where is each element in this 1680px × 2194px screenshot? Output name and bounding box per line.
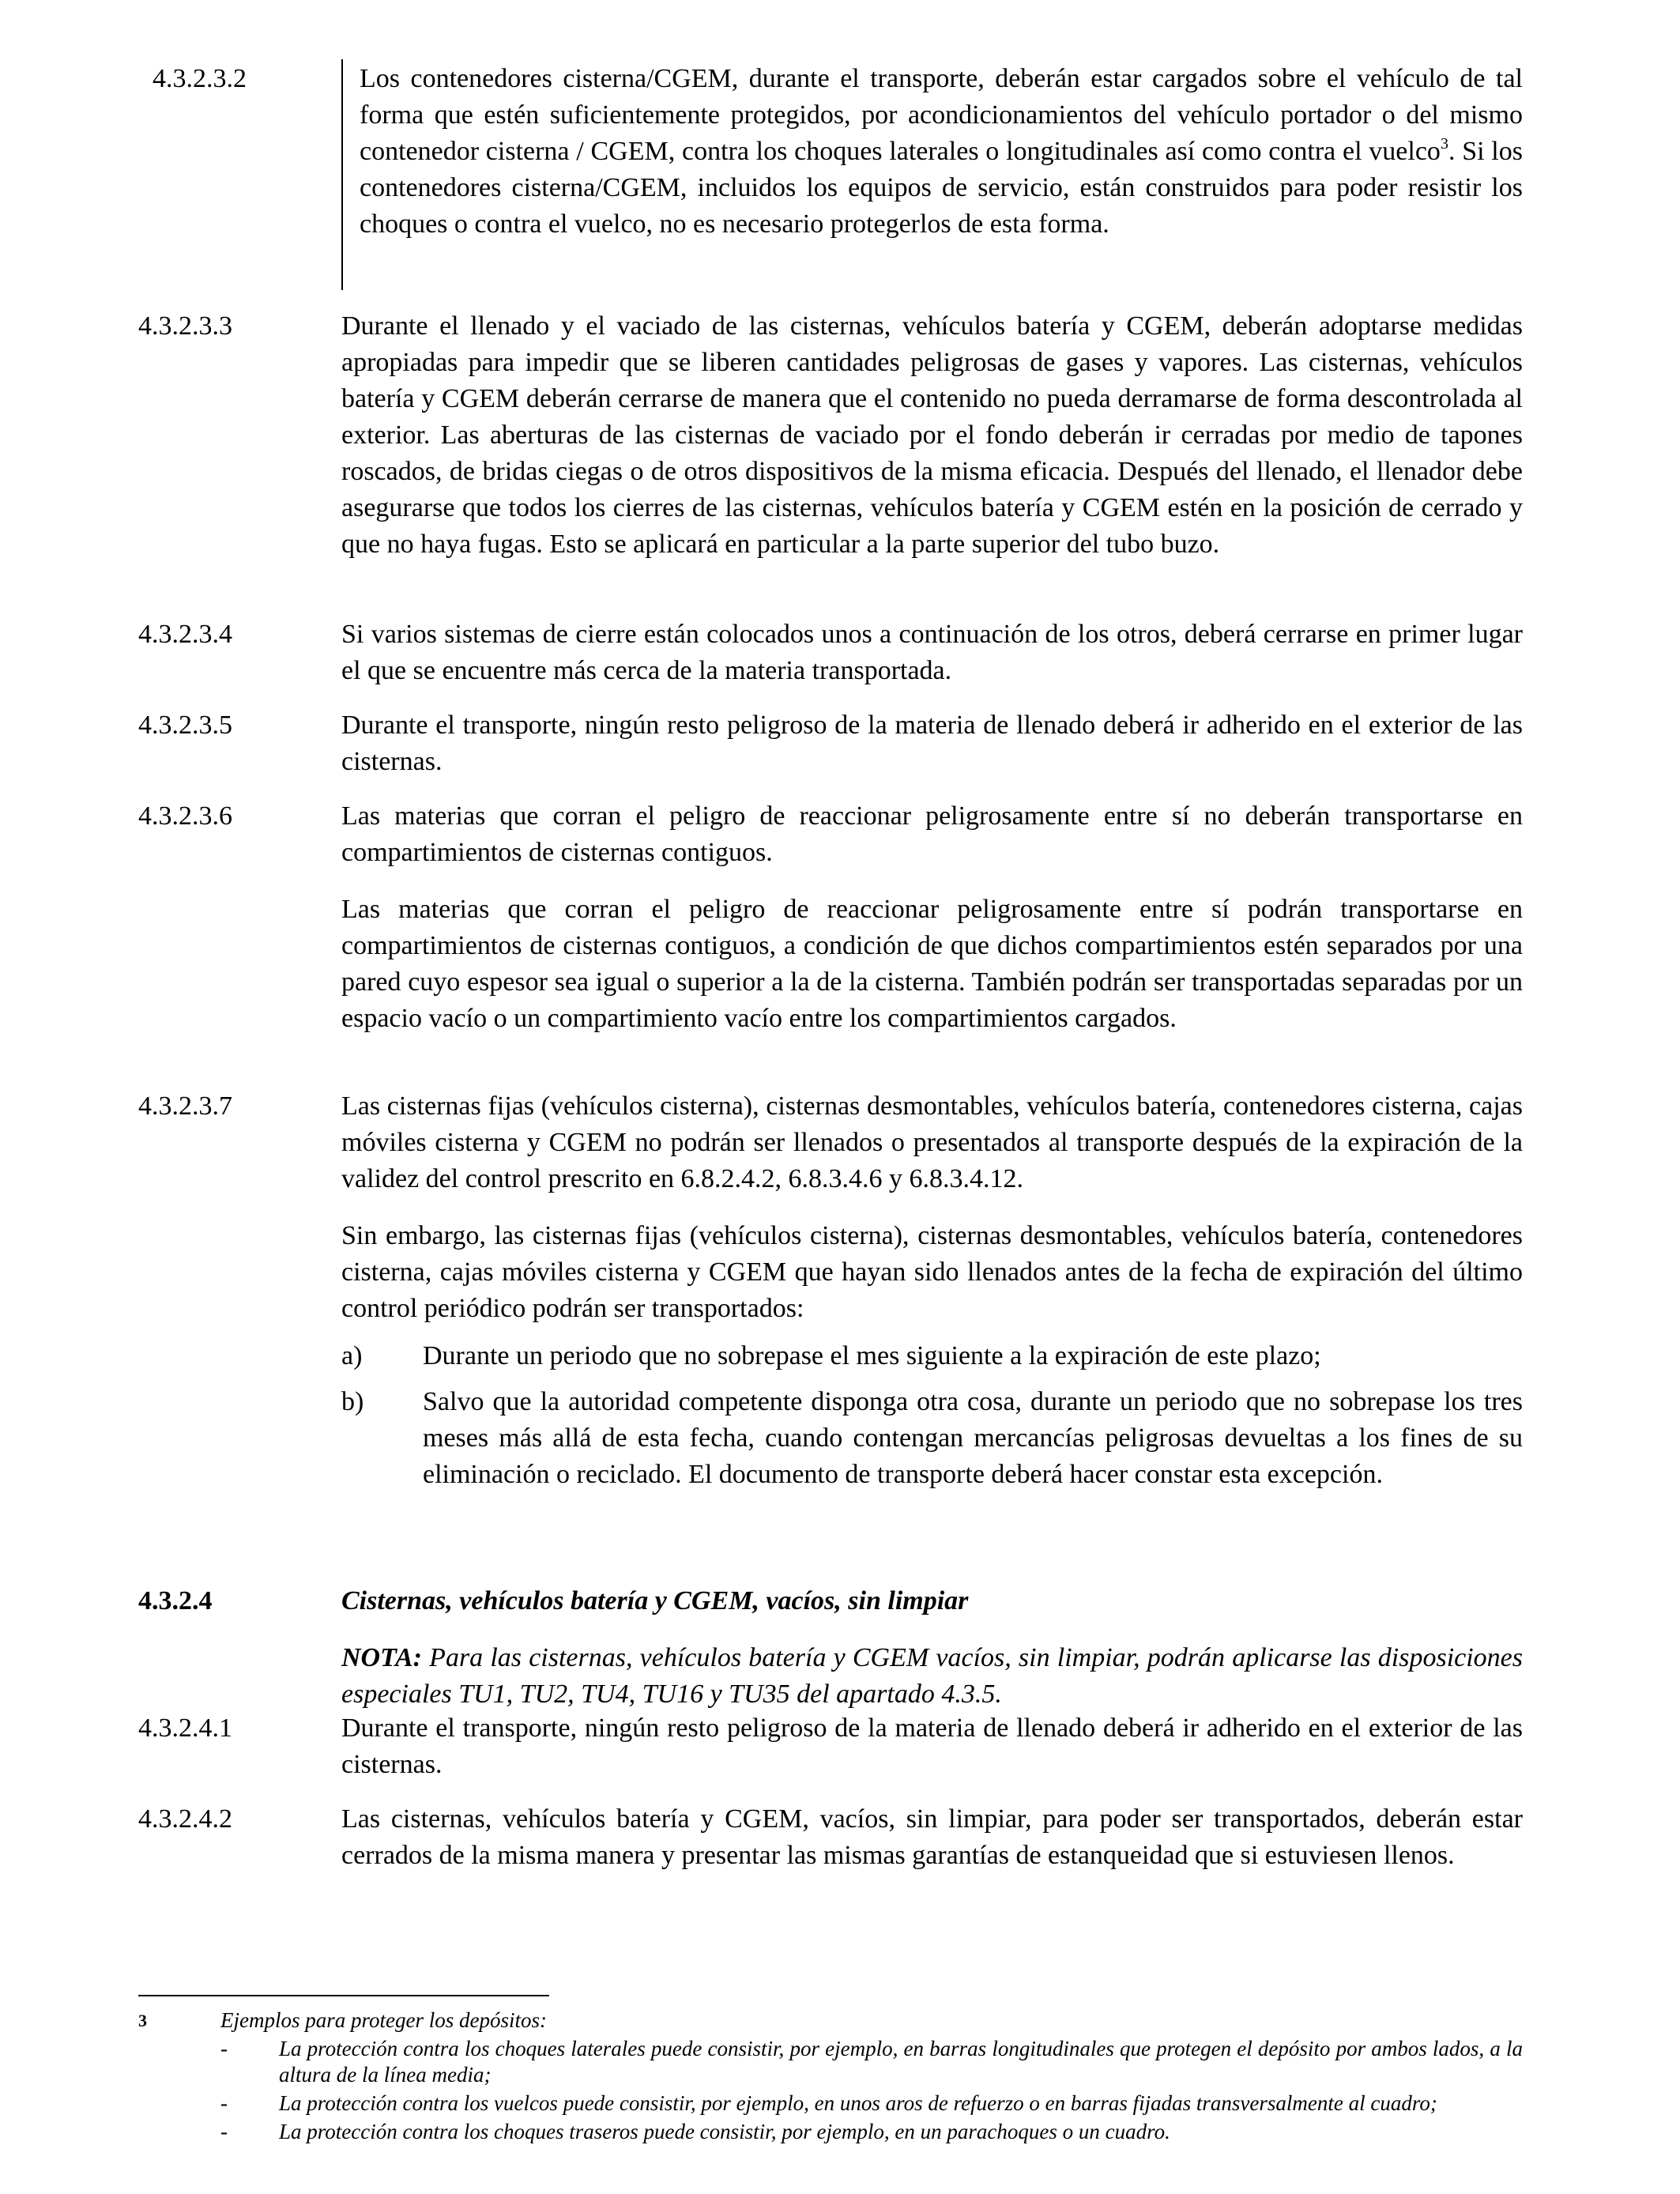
footnote-item-dash: - [220,2091,228,2115]
footnote-item-text: La protección contra los vuelcos puede consistir, por ejemplo, en unos aros de refuerzo o en barras fijadas transversalmente al cuadro; [279,2091,1437,2115]
note-label: NOTA: [341,1643,422,1672]
paragraph-text: Las materias que corran el peligro de reaccionar peligrosamente entre sí no deberán transportarse en compartimientos de cisternas contiguos. [341,801,1523,867]
paragraph-text: Durante el transporte, ningún resto peligroso de la materia de llenado deberá ir adherido en el exterior de las cisternas. [341,1713,1523,1779]
footnote-item [138,2090,1523,2117]
list-item [341,1384,1523,1493]
list-item-text: Durante un periodo que no sobrepase el mes siguiente a la expiración de este plazo; [423,1341,1321,1370]
paragraph-body [360,61,1523,243]
list-item [341,1338,1523,1374]
note-text: Para las cisternas, vehículos batería y CGEM vacíos, sin limpiar, podrán aplicarse las disposiciones especiales TU1, TU2, TU4, TU16 y TU35 del apartado 4.3.5. [341,1643,1523,1709]
section-number: 4.3.2.4 [138,1586,213,1615]
text-part-a: Los contenedores cisterna/CGEM, durante el transporte, deberán estar cargados sobre el vehículo de tal forma que estén suficientemente protegidos, por acondicionamientos del vehículo portador o del mismo contenedor cisterna / CGEM, contra los choques laterales o longitudinales así como contra el vuelco [360,64,1523,166]
list-item-label: a) [341,1341,363,1370]
paragraph-text: Las cisternas, vehículos batería y CGEM, vacíos, sin limpiar, para poder ser transportados, deberán estar cerrados de la misma manera y presentar las mismas garantías de estanqueidad que si estuviesen llenos. [341,1804,1523,1870]
paragraph-text: Si varios sistemas de cierre están colocados unos a continuación de los otros, deberá cerrarse en primer lugar el que se encuentre más cerca de la materia transportada. [341,620,1523,685]
paragraph-text [360,61,1523,243]
section-body [341,1583,1523,1713]
section-title: Cisternas, vehículos batería y CGEM, vacíos, sin limpiar [341,1586,969,1615]
paragraph-number: 4.3.2.3.7 [138,1091,232,1121]
paragraph-number: 4.3.2.3.3 [138,311,232,341]
paragraph-number: 4.3.2.3.5 [138,711,232,740]
text-part-b: . Si los contenedores cisterna/CGEM, incluidos los equipos de servicio, están construidos para poder resistir los choques o contra el vuelco, no es necesario protegerlos de esta forma. [360,137,1523,239]
revision-bar [341,59,343,290]
paragraph-text: Las materias que corran el peligro de reaccionar peligrosamente entre sí podrán transportarse en compartimientos de cisternas contiguos, a condición de que dichos compartimientos estén separados por una pared cuyo espesor sea igual o superior a la de la cisterna. También podrán ser transportadas separadas por un espacio vacío o un compartimiento vacío entre los compartimientos cargados. [341,895,1523,1033]
paragraph-body [341,798,1523,1037]
footnote-separator [138,1995,549,1996]
paragraph-number: 4.3.2.4.1 [138,1713,232,1743]
list-item-label: b) [341,1387,364,1416]
paragraph-body [341,308,1523,563]
footnote [138,2007,1523,2145]
footnote-reference[interactable]: 3 [1440,135,1448,153]
footnote-item [138,2119,1523,2145]
footnote-item-dash: - [220,2120,228,2143]
footnote-item-text: La protección contra los choques laterales puede consistir, por ejemplo, en barras longitudinales que protegen el depósito por ambos lados, a la altura de la línea media; [279,2037,1523,2087]
paragraph-number: 4.3.2.3.4 [138,620,232,649]
footnote-item [138,2036,1523,2088]
paragraph-text: Sin embargo, las cisternas fijas (vehículos cisterna), cisternas desmontables, vehículos batería, contenedores cisterna, cajas móviles cisterna y CGEM que hayan sido llenados antes de la fecha de expiración del último control periódico podrán ser transportados: [341,1221,1523,1323]
paragraph-body [341,616,1523,689]
paragraph-body [341,1801,1523,1874]
footnote-intro: Ejemplos para proteger los depósitos: [220,2008,547,2032]
paragraph-text: Las cisternas fijas (vehículos cisterna), cisternas desmontables, vehículos batería, contenedores cisterna, cajas móviles cisterna y CGEM no podrán ser llenados o presentados al transporte después de la expiración de la validez del control prescrito en 6.8.2.4.2, 6.8.3.4.6 y 6.8.3.4.12. [341,1091,1523,1193]
footnote-item-dash: - [220,2037,228,2060]
paragraph-body [341,1088,1523,1502]
paragraph-body [341,1710,1523,1783]
list-item-text: Salvo que la autoridad competente disponga otra cosa, durante un periodo que no sobrepase los tres meses más allá de esta fecha, cuando contengan mercancías peligrosas devueltas a los fines de su eliminación o reciclado. El documento de transporte deberá hacer constar esta excepción. [423,1387,1523,1489]
paragraph-number: 4.3.2.3.2 [153,64,247,93]
paragraph-number: 4.3.2.3.6 [138,801,232,831]
paragraph-text: Durante el transporte, ningún resto peligroso de la materia de llenado deberá ir adherido en el exterior de las cisternas. [341,711,1523,776]
note [341,1640,1523,1713]
paragraph-number: 4.3.2.4.2 [138,1804,232,1834]
paragraph-body [341,707,1523,780]
paragraph-text: Durante el llenado y el vaciado de las cisternas, vehículos batería y CGEM, deberán adoptarse medidas apropiadas para impedir que se liberen cantidades peligrosas de gases y vapores. Las cisternas, vehículos batería y CGEM deberán cerrarse de manera que el contenido no pueda derramarse de forma descontrolada al exterior. Las aberturas de las cisternas de vaciado por el fondo deberán ir cerradas por medio de tapones roscados, de bridas ciegas o de otros dispositivos de la misma eficacia. Después del llenado, el llenador debe asegurarse que todos los cierres de las cisternas, vehículos batería y CGEM estén en la posición de cerrado y que no haya fugas. Esto se aplicará en particular a la parte superior del tubo buzo. [341,311,1523,559]
footnote-mark: 3 [138,2011,147,2030]
footnote-item-text: La protección contra los choques traseros puede consistir, por ejemplo, en un parachoques o un cuadro. [279,2120,1170,2143]
